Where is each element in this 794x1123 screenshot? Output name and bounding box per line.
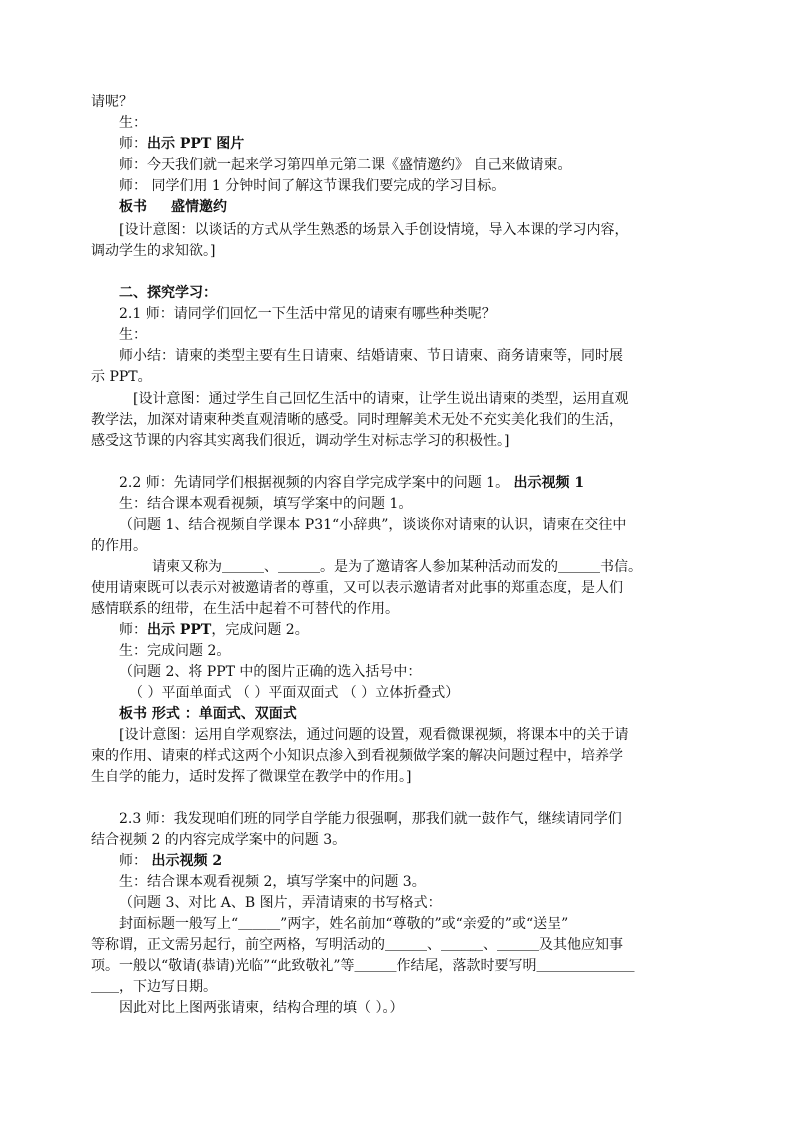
text-line: 生： — [119, 115, 147, 131]
text-line: 师： 同学们用 1 分钟时间了解这节课我们要完成的学习目标。 — [119, 178, 506, 194]
fill-blank-text: 封面标题一般写上“＿＿＿”两字，姓名前加“尊敬的”或“亲爱的”或“送呈” — [119, 916, 569, 932]
question-text: （问题 3、对比 A、B 图片，弄清请柬的书写格式： — [119, 895, 442, 911]
text-line: 生自学的能力，适时发挥了微课堂在教学中的作用。] — [91, 769, 412, 785]
text-line: 2.3 师：我发现咱们班的同学自学能力很强啊，那我们就一鼓作气，继续请同学们 — [119, 811, 622, 827]
text-line: 柬的作用、请柬的样式这两个小知识点渗入到看视频做学案的解决问题过程中，培养学 — [91, 748, 623, 764]
text-line: 请呢？ — [91, 94, 133, 110]
text-line: 因此对比上图两张请柬，结构合理的填（ ）。） — [119, 1000, 404, 1016]
question-text: （问题 1、结合视频自学课本 P31“小辞典”，谈谈你对请柬的认识，请柬在交往中 — [119, 517, 627, 533]
text-line: 感情联系的纽带，在生活中起着不可替代的作用。 — [91, 601, 399, 617]
blackboard-note: 板书 形式 ：单面式、双面式 — [119, 706, 297, 722]
text-line: 师：今天我们就一起来学习第四单元第二课《盛情邀约》 自己来做请柬。 — [119, 157, 572, 173]
fill-blank-text: 等称谓，正文需另起行，前空两格，写明活动的＿＿＿、＿＿＿、＿＿＿及其他应知事 — [91, 937, 623, 953]
text-line: 使用请柬既可以表示对被邀请者的尊重，又可以表示邀请者对此事的郑重态度，是人们 — [91, 580, 623, 596]
text-line: 师：出示 PPT，完成问题 2。 — [119, 622, 309, 638]
text-line: 生：结合课本观看视频 2，填写学案中的问题 3。 — [119, 874, 426, 890]
text-line: 调动学生的求知欲。] — [91, 243, 216, 259]
text-line: 教学法，加深对请柬种类直观清晰的感受。同时理解美术无处不充实美化我们的生活， — [91, 412, 623, 428]
text-line: 生： — [119, 327, 147, 343]
action-note: 出示视频 1 — [513, 475, 585, 491]
text-line: 师： 出示视频 2 — [119, 853, 223, 869]
text-line: 生：结合课本观看视频，填写学案中的问题 1。 — [119, 496, 413, 512]
blackboard-note: 板书 盛情邀约 — [119, 199, 227, 215]
choice-options: （ ）平面单面式 （ ）平面双面式 （ ）立体折叠式） — [129, 685, 460, 701]
speaker-label: 师： — [119, 136, 147, 152]
design-intent: [设计意图：通过学生自己回忆生活中的请柬，让学生说出请柬的类型，运用直观 — [133, 391, 629, 407]
text-line: 师小结：请柬的类型主要有生日请柬、结婚请柬、节日请柬、商务请柬等，同时展 — [119, 348, 623, 364]
question-text: （问题 2、将 PPT 中的图片正确的选入括号中： — [119, 664, 422, 680]
section-heading: 二、探究学习： — [119, 285, 217, 301]
fill-blank-text: 项。一般以“敬请(恭请)光临”“此致敬礼”等＿＿＿作结尾，落款时要写明＿＿＿＿＿＿＿ — [91, 958, 635, 974]
design-intent: [设计意图：运用自学观察法，通过问题的设置，观看微课视频，将课本中的关于请 — [119, 727, 629, 743]
text-line — [91, 134, 731, 155]
design-intent: [设计意图：以谈话的方式从学生熟悉的场景入手创设情境，导入本课的学习内容， — [119, 222, 629, 238]
text-line: 感受这节课的内容其实离我们很近，调动学生对标志学习的积极性。] — [91, 433, 510, 449]
fill-blank-text: 请柬又称为＿＿＿、＿＿＿。是为了邀请客人参加某种活动而发的＿＿＿书信。 — [152, 559, 642, 575]
action-note: 出示视频 2 — [151, 853, 223, 869]
text-line: 生：完成问题 2。 — [119, 643, 231, 659]
fill-blank-text: ＿＿，下边写日期。 — [91, 979, 217, 995]
text-line: 示 PPT。 — [91, 369, 152, 385]
action-note: 出示 PPT 图片 — [147, 136, 245, 152]
text-line: 结合视频 2 的内容完成学案中的问题 3。 — [91, 832, 347, 848]
text-line: 2.1 师：请同学们回忆一下生活中常见的请柬有哪些种类呢？ — [119, 306, 496, 322]
text-line: 2.2 师：先请同学们根据视频的内容自学完成学案中的问题 1。 出示视频 1 — [119, 475, 585, 491]
action-note: 出示 PPT — [147, 622, 212, 638]
text-line: 的作用。 — [91, 538, 147, 554]
